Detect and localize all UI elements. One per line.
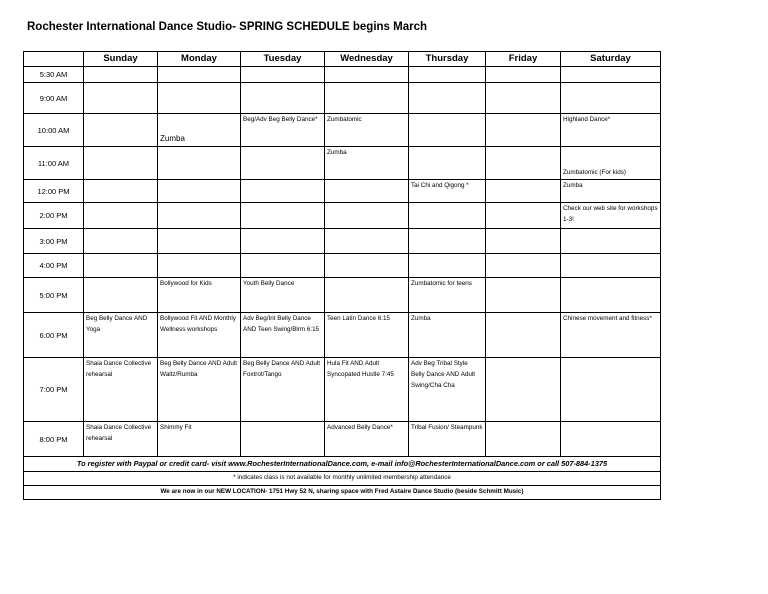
day-header: Friday <box>486 52 561 67</box>
time-label: 8:00 PM <box>24 422 84 457</box>
schedule-row <box>24 278 661 313</box>
schedule-row <box>24 83 661 114</box>
class-cell <box>325 278 409 313</box>
class-cell <box>486 358 561 422</box>
class-cell: Beg Belly Dance AND Yoga <box>84 313 158 358</box>
class-cell: Shaia Dance Collective rehearsal <box>84 422 158 457</box>
class-cell <box>325 83 409 114</box>
class-cell <box>84 203 158 229</box>
class-cell <box>84 254 158 278</box>
class-cell <box>486 83 561 114</box>
class-cell <box>409 114 486 147</box>
class-cell <box>486 147 561 180</box>
corner-cell <box>24 52 84 67</box>
class-cell <box>158 180 241 203</box>
class-cell <box>561 278 661 313</box>
day-header: Saturday <box>561 52 661 67</box>
time-label: 5:30 AM <box>24 67 84 83</box>
class-cell <box>561 229 661 254</box>
class-cell: Adv Beg/Int Belly Dance AND Teen Swing/Blrm 6:15 <box>241 313 325 358</box>
schedule-row <box>24 254 661 278</box>
schedule-row <box>24 114 661 147</box>
class-cell: Beg Belly Dance AND Adult Foxtrot/Tango <box>241 358 325 422</box>
class-cell: Shimmy Fit <box>158 422 241 457</box>
class-cell <box>325 254 409 278</box>
schedule-row <box>24 229 661 254</box>
class-cell <box>486 114 561 147</box>
class-cell: Check our web site for workshops 1-3! <box>561 203 661 229</box>
class-cell <box>158 203 241 229</box>
class-cell <box>84 114 158 147</box>
class-cell: Teen Latin Dance 6:15 <box>325 313 409 358</box>
class-cell <box>84 278 158 313</box>
class-cell <box>84 83 158 114</box>
class-cell <box>561 67 661 83</box>
time-label: 6:00 PM <box>24 313 84 358</box>
class-cell: Zumbatomic for teens <box>409 278 486 313</box>
schedule-table <box>23 51 661 500</box>
class-cell: Youth Belly Dance <box>241 278 325 313</box>
class-cell <box>409 254 486 278</box>
class-cell <box>241 229 325 254</box>
page-title: Rochester International Dance Studio- SPRING SCHEDULE begins March <box>27 21 428 33</box>
class-cell <box>241 254 325 278</box>
class-cell: Zumbatomic (For kids) <box>561 147 661 180</box>
class-cell <box>241 83 325 114</box>
time-label: 7:00 PM <box>24 358 84 422</box>
class-cell: Tai Chi and Qigong * <box>409 180 486 203</box>
class-cell <box>486 203 561 229</box>
class-cell <box>158 229 241 254</box>
class-cell <box>158 254 241 278</box>
class-cell <box>561 254 661 278</box>
day-header: Sunday <box>84 52 158 67</box>
class-cell: Zumbatomic <box>325 114 409 147</box>
class-cell <box>241 422 325 457</box>
class-cell <box>486 229 561 254</box>
schedule-row <box>24 313 661 358</box>
schedule-row <box>24 203 661 229</box>
class-cell <box>325 67 409 83</box>
class-cell: Bollywood for Kids <box>158 278 241 313</box>
class-cell <box>561 358 661 422</box>
class-cell <box>486 278 561 313</box>
day-header: Wednesday <box>325 52 409 67</box>
class-cell: Zumba <box>561 180 661 203</box>
class-cell <box>409 67 486 83</box>
class-cell <box>325 180 409 203</box>
class-cell <box>158 147 241 180</box>
class-cell <box>241 180 325 203</box>
time-label: 2:00 PM <box>24 203 84 229</box>
schedule-row <box>24 147 661 180</box>
schedule-row <box>24 67 661 83</box>
class-cell <box>84 67 158 83</box>
class-cell <box>486 180 561 203</box>
class-cell <box>561 83 661 114</box>
class-cell: Beg Belly Dance AND Adult Waltz/Rumba <box>158 358 241 422</box>
class-cell: Bollywood Fit AND Monthly Wellness workshops <box>158 313 241 358</box>
class-cell <box>241 147 325 180</box>
day-header: Tuesday <box>241 52 325 67</box>
class-cell <box>486 67 561 83</box>
schedule-row <box>24 180 661 203</box>
class-cell: Adv Beg Tribal Style Belly Dance AND Adult Swing/Cha Cha <box>409 358 486 422</box>
time-label: 12:00 PM <box>24 180 84 203</box>
class-cell <box>486 422 561 457</box>
class-cell <box>241 203 325 229</box>
class-cell: Zumba <box>158 114 241 147</box>
schedule-row <box>24 422 661 457</box>
class-cell <box>325 229 409 254</box>
registration-info: To register with Paypal or credit card- visit www.RochesterInternationalDance.com, e-mail info@RochesterInternationalDance.com or call 507-884-1375 <box>24 457 661 472</box>
class-cell <box>486 254 561 278</box>
class-cell: Shaia Dance Collective rehearsal <box>84 358 158 422</box>
time-label: 5:00 PM <box>24 278 84 313</box>
location-notice: We are now in our NEW LOCATION- 1751 Hwy 52 N, sharing space with Fred Astaire Dance Studio (beside Schmitt Music) <box>24 486 661 500</box>
class-cell: Beg/Adv Beg Belly Dance* <box>241 114 325 147</box>
class-cell <box>241 67 325 83</box>
time-label: 4:00 PM <box>24 254 84 278</box>
class-cell <box>84 229 158 254</box>
class-cell: Advanced Belly Dance* <box>325 422 409 457</box>
class-cell <box>409 229 486 254</box>
class-cell <box>158 67 241 83</box>
class-cell <box>409 203 486 229</box>
class-cell <box>158 83 241 114</box>
class-cell <box>325 203 409 229</box>
class-cell <box>561 422 661 457</box>
class-cell: Tribal Fusion/ Steampunk <box>409 422 486 457</box>
day-header: Thursday <box>409 52 486 67</box>
class-cell: Hula Fit AND Adult Syncopated Hustle 7:45 <box>325 358 409 422</box>
class-cell <box>409 83 486 114</box>
class-cell <box>486 313 561 358</box>
class-cell <box>84 180 158 203</box>
time-label: 11:00 AM <box>24 147 84 180</box>
class-cell <box>409 147 486 180</box>
class-cell: Zumba <box>325 147 409 180</box>
class-cell <box>84 147 158 180</box>
time-label: 3:00 PM <box>24 229 84 254</box>
class-cell: Highland Dance* <box>561 114 661 147</box>
time-label: 9:00 AM <box>24 83 84 114</box>
day-header: Monday <box>158 52 241 67</box>
membership-note: * indicates class is not available for monthly unlimited membership attendance <box>24 472 661 486</box>
class-cell: Chinese movement and fitness* <box>561 313 661 358</box>
time-label: 10:00 AM <box>24 114 84 147</box>
header-row <box>24 52 661 67</box>
class-cell: Zumba <box>409 313 486 358</box>
schedule-row <box>24 358 661 422</box>
